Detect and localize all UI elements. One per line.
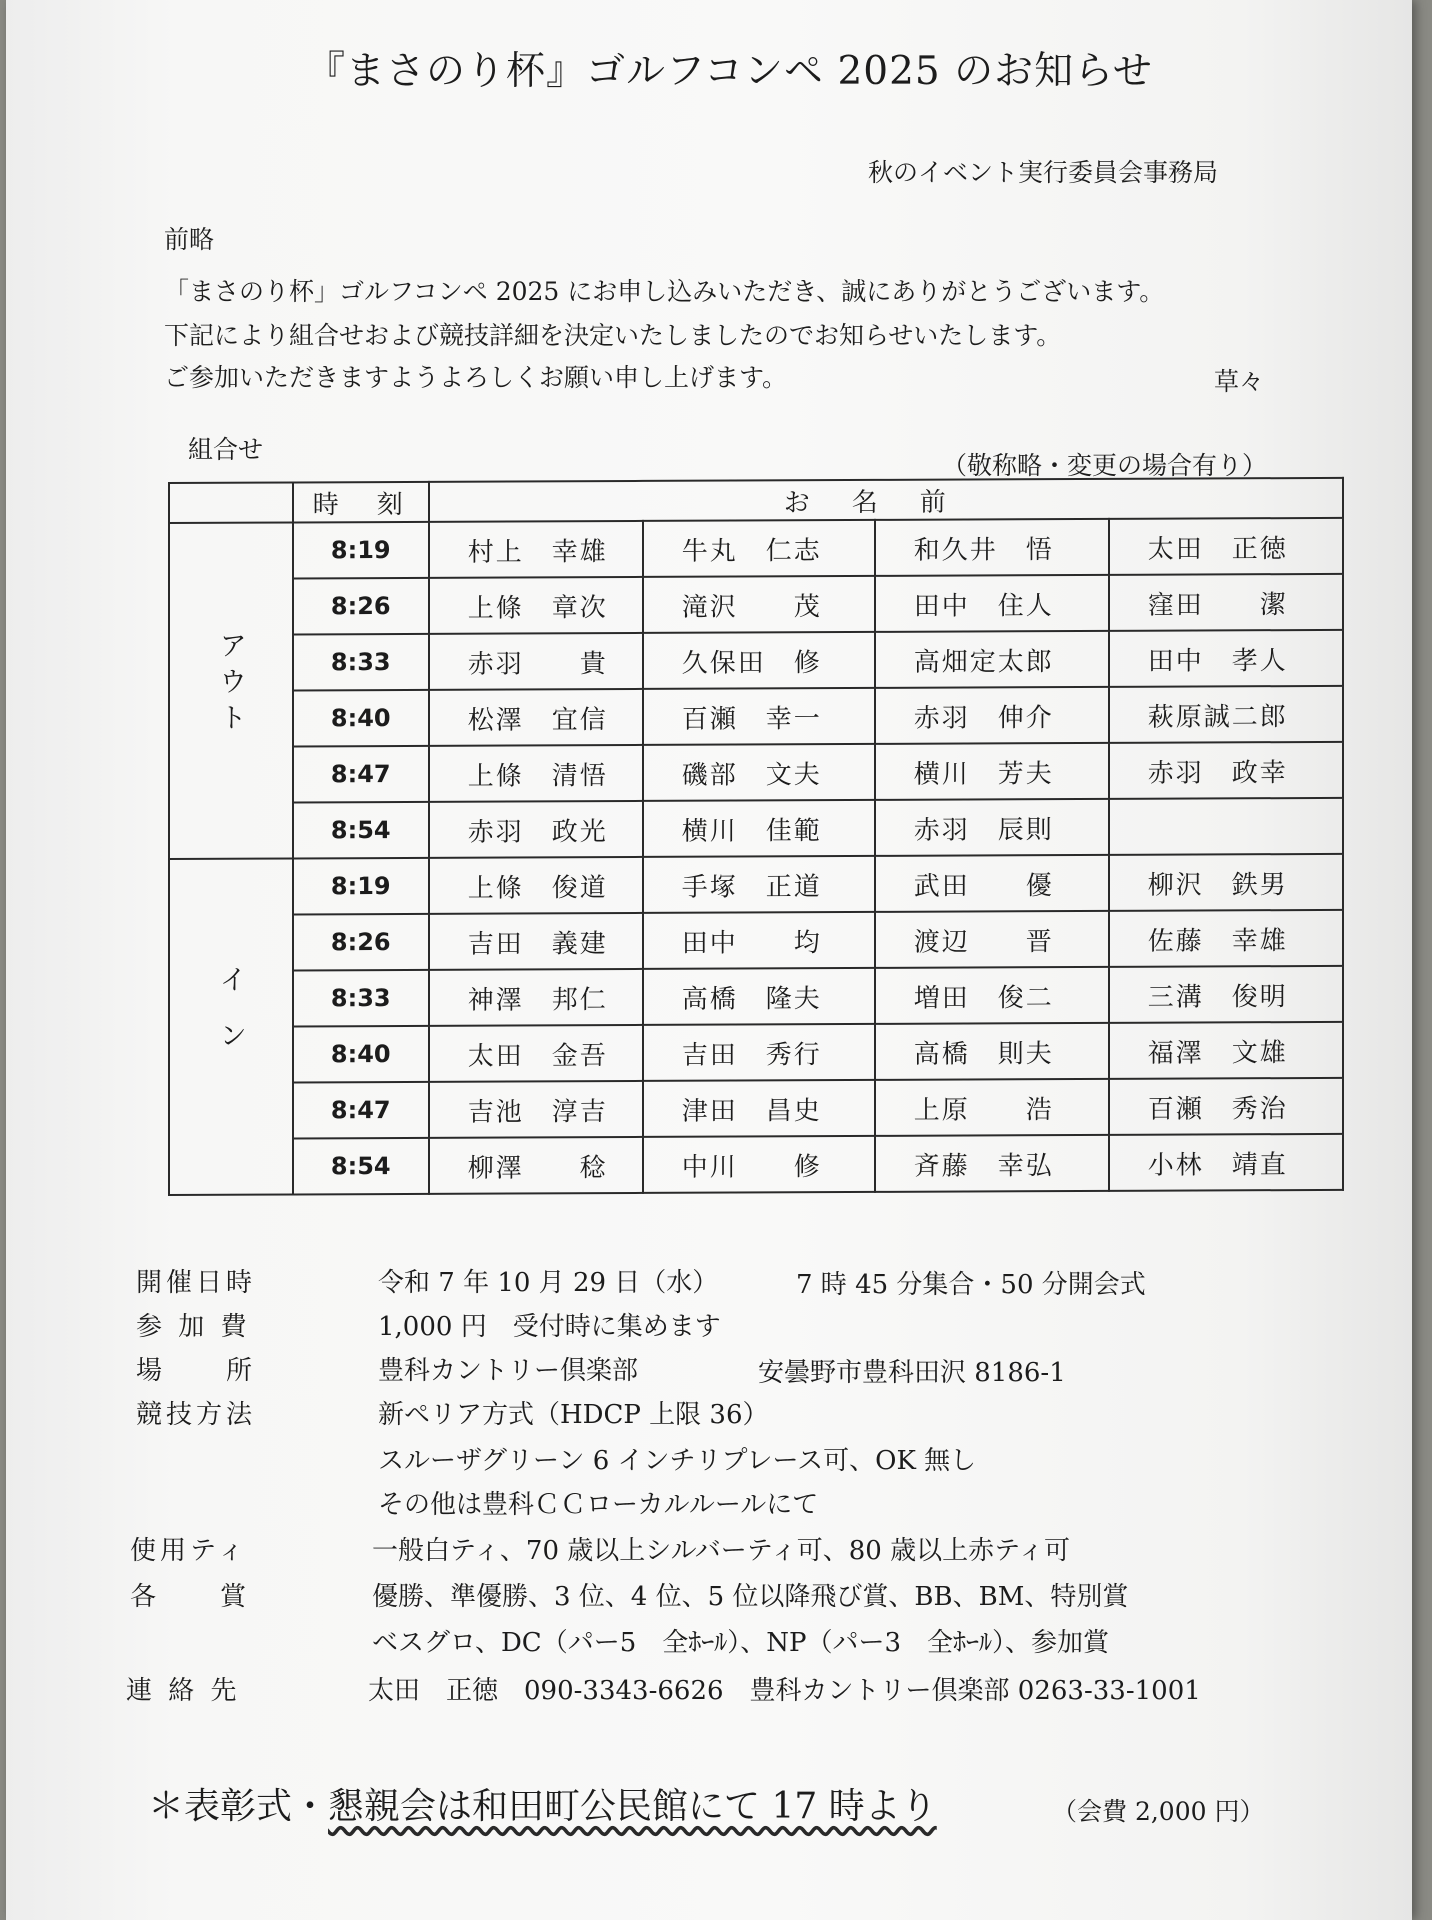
organizer: 秋のイベント実行委員会事務局 — [868, 158, 1219, 187]
player-name: 田中 住人 — [875, 575, 1109, 632]
document-page — [6, 0, 1412, 1920]
player-name: 小林 靖直 — [1109, 1134, 1343, 1191]
ceremony-note-prefix: ＊表彰式・ — [148, 1786, 329, 1827]
player-name: 松澤 宜信 — [429, 689, 643, 746]
player-name: 吉田 秀行 — [643, 1024, 875, 1081]
in-label-text: イン — [215, 964, 249, 1077]
detail-label-tee: 使用ティ — [130, 1536, 248, 1566]
tee-time: 8:33 — [293, 970, 429, 1027]
player-name: 神澤 邦仁 — [429, 969, 643, 1026]
table-row — [169, 574, 1343, 635]
player-name: 牛丸 仁志 — [643, 520, 875, 577]
out-label-text: アウト — [215, 630, 249, 739]
player-name: 磯部 文夫 — [643, 744, 875, 801]
table-header-row — [169, 478, 1343, 523]
player-name: 百瀬 秀治 — [1109, 1078, 1343, 1135]
player-name: 福澤 文雄 — [1109, 1022, 1343, 1079]
in-course-label — [169, 858, 293, 1195]
table-row — [169, 742, 1343, 803]
pairings-table — [168, 477, 1344, 1196]
player-name: 萩原誠二郎 — [1109, 686, 1343, 743]
player-name: 高畑定太郎 — [875, 631, 1109, 688]
player-name: 窪田 潔 — [1109, 574, 1343, 631]
tee-time: 8:54 — [293, 802, 429, 859]
greeting-line-1: 「まさのり杯」ゴルフコンペ 2025 にお申し込みいただき、誠にありがとうございます。 — [164, 277, 1165, 306]
player-name: 柳沢 鉄男 — [1109, 854, 1343, 911]
player-name: 三溝 俊明 — [1109, 966, 1343, 1023]
player-name: 手塚 正道 — [643, 856, 875, 913]
detail-label-method: 競技方法 — [136, 1400, 257, 1430]
detail-extra-place: 安曇野市豊科田沢 8186-1 — [758, 1358, 1066, 1388]
greeting-line-3: ご参加いただきますようよろしくお願い申し上げます。 — [164, 363, 788, 392]
table-row — [169, 854, 1343, 915]
player-name — [1109, 798, 1343, 855]
table-row — [169, 966, 1343, 1027]
player-name: 赤羽 辰則 — [875, 799, 1109, 856]
out-course-label — [169, 522, 293, 859]
table-row — [169, 1134, 1343, 1195]
tee-time: 8:47 — [293, 1082, 429, 1139]
detail-prizes-line: ベスグロ、DC（パー5 全ﾎｰﾙ）、NP（パー3 全ﾎｰﾙ）、参加賞 — [372, 1628, 1110, 1658]
tee-time: 8:19 — [293, 522, 429, 579]
document-title: 『まさのり杯』ゴルフコンペ 2025 のお知らせ — [306, 49, 1153, 94]
tee-time: 8:54 — [293, 1138, 429, 1195]
player-name: 上條 清悟 — [429, 745, 643, 802]
tee-time: 8:40 — [293, 1026, 429, 1083]
detail-method-line: その他は豊科ＣＣローカルルールにて — [378, 1490, 819, 1520]
detail-value-date: 令和 7 年 10 月 29 日（水） — [378, 1268, 719, 1298]
detail-value-tee: 一般白ティ、70 歳以上シルバーティ可、80 歳以上赤ティ可 — [372, 1536, 1070, 1566]
detail-value-contact: 太田 正徳 090-3343-6626 豊科カントリー倶楽部 0263-33-1001 — [368, 1676, 1201, 1706]
party-fee: （会費 2,000 円） — [1052, 1797, 1265, 1826]
detail-prizes-line: 優勝、準優勝、3 位、4 位、5 位以降飛び賞、BB、BM、特別賞 — [372, 1582, 1129, 1612]
tee-time: 8:33 — [293, 634, 429, 691]
table-row — [169, 518, 1343, 579]
detail-value-fee: 1,000 円 受付時に集めます — [378, 1312, 721, 1342]
player-name: 田中 均 — [643, 912, 875, 969]
detail-value-place: 豊科カントリー倶楽部 — [378, 1356, 639, 1386]
player-name: 上原 浩 — [875, 1079, 1109, 1136]
player-name: 赤羽 貴 — [429, 633, 643, 690]
table-row — [169, 630, 1343, 691]
detail-label-date: 開催日時 — [136, 1268, 257, 1298]
player-name: 渡辺 晋 — [875, 911, 1109, 968]
player-name: 上條 俊道 — [429, 857, 643, 914]
header-time: 時 刻 — [293, 482, 429, 523]
player-name: 吉池 淳吉 — [429, 1081, 643, 1138]
pairings-note: （敬称略・変更の場合有り） — [942, 451, 1268, 480]
tee-time: 8:26 — [293, 578, 429, 635]
player-name: 百瀬 幸一 — [643, 688, 875, 745]
ceremony-note-underlined: 懇親会は和田町公民館にて 17 時より — [328, 1786, 937, 1827]
greeting-closing: 草々 — [1214, 367, 1265, 396]
pairings-heading: 組合せ — [188, 435, 264, 464]
detail-method-line: スルーザグリーン 6 インチリプレース可、OK 無し — [378, 1446, 977, 1476]
player-name: 津田 昌史 — [643, 1080, 875, 1137]
detail-label-place: 場 所 — [136, 1356, 257, 1386]
tee-time: 8:19 — [293, 858, 429, 915]
player-name: 高橋 隆夫 — [643, 968, 875, 1025]
player-name: 吉田 義建 — [429, 913, 643, 970]
player-name: 村上 幸雄 — [429, 521, 643, 578]
player-name: 横川 芳夫 — [875, 743, 1109, 800]
table-row — [169, 910, 1343, 971]
player-name: 武田 優 — [875, 855, 1109, 912]
player-name: 赤羽 伸介 — [875, 687, 1109, 744]
player-name: 増田 俊二 — [875, 967, 1109, 1024]
player-name: 横川 佳範 — [643, 800, 875, 857]
player-name: 太田 金吾 — [429, 1025, 643, 1082]
greeting-line-2: 下記により組合せおよび競技詳細を決定いたしましたのでお知らせいたします。 — [164, 321, 1062, 350]
player-name: 柳澤 稔 — [429, 1137, 643, 1194]
table-row — [169, 1078, 1343, 1139]
player-name: 佐藤 幸雄 — [1109, 910, 1343, 967]
detail-method-line: 新ペリア方式（HDCP 上限 36） — [378, 1400, 769, 1430]
detail-label-prizes: 各 賞 — [130, 1582, 251, 1612]
player-name: 久保田 修 — [643, 632, 875, 689]
player-name: 太田 正徳 — [1109, 518, 1343, 575]
player-name: 赤羽 政幸 — [1109, 742, 1343, 799]
greeting-opening: 前略 — [164, 225, 215, 254]
detail-extra-date: 7 時 45 分集合・50 分開会式 — [796, 1270, 1146, 1300]
table-row — [169, 798, 1343, 859]
tee-time: 8:40 — [293, 690, 429, 747]
player-name: 上條 章次 — [429, 577, 643, 634]
player-name: 斉藤 幸弘 — [875, 1135, 1109, 1192]
table-row — [169, 686, 1343, 747]
player-name: 高橋 則夫 — [875, 1023, 1109, 1080]
player-name: 田中 孝人 — [1109, 630, 1343, 687]
player-name: 赤羽 政光 — [429, 801, 643, 858]
header-names: お名前 — [429, 478, 1343, 522]
detail-label-contact: 連 絡 先 — [126, 1676, 241, 1706]
ceremony-note — [148, 1778, 937, 1829]
detail-label-fee: 参 加 費 — [136, 1312, 251, 1342]
table-row — [169, 1022, 1343, 1083]
header-corner-cell — [169, 482, 293, 523]
player-name: 中川 修 — [643, 1136, 875, 1193]
tee-time: 8:26 — [293, 914, 429, 971]
tee-time: 8:47 — [293, 746, 429, 803]
player-name: 滝沢 茂 — [643, 576, 875, 633]
player-name: 和久井 悟 — [875, 519, 1109, 576]
